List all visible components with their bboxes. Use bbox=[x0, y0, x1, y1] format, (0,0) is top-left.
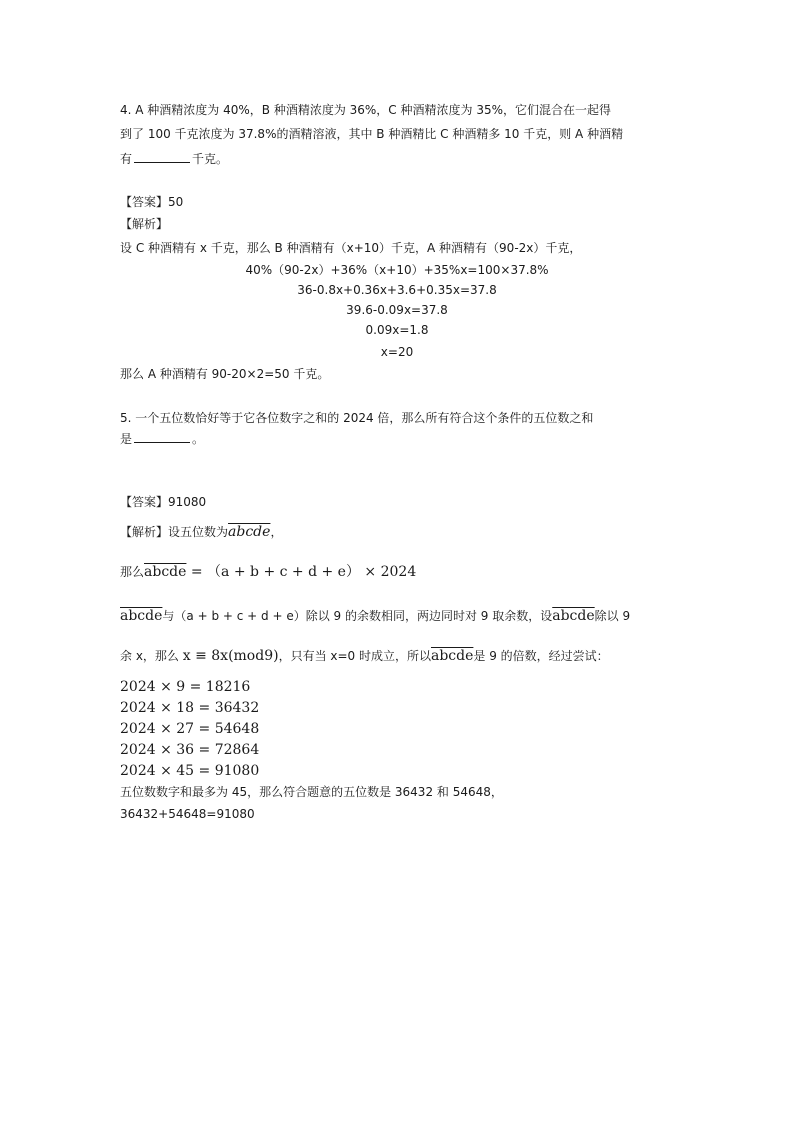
q4-text-line-2: 到了 100 千克浓度为 37.8%的酒精溶液，其中 B 种酒精比 C 种酒精多 10 千克，则 A 种酒精 bbox=[120, 127, 624, 141]
q4-text-line-3 bbox=[120, 150, 228, 167]
q5-conclusion-1: 五位数数字和最多为 45，那么符合题意的五位数是 36432 和 54648， bbox=[120, 785, 503, 799]
q5-mod2-congruence: x ≡ 8x(mod9) bbox=[182, 648, 279, 664]
q4-analysis-intro: 设 C 种酒精有 x 千克，那么 B 种酒精有（x+10）千克，A 种酒精有（90-2x）千克， bbox=[120, 241, 582, 255]
q5-eq-body: = （a + b + c + d + e） × 2024 bbox=[186, 564, 417, 580]
q5-mod-abcde-2: abcde bbox=[552, 608, 595, 624]
q5-line2-prefix: 是 bbox=[120, 432, 133, 446]
q5-analysis-text: 设五位数为 bbox=[168, 525, 229, 539]
q5-analysis-line bbox=[120, 524, 282, 540]
q5-text-line-2 bbox=[120, 430, 204, 447]
q5-analysis-label: 【解析】 bbox=[120, 525, 169, 539]
q5-mod-abcde-1: abcde bbox=[120, 608, 163, 624]
q5-abcde-overline: abcde bbox=[228, 524, 271, 540]
q5-product-3: 2024 × 27 = 54648 bbox=[120, 721, 260, 737]
q4-step-4: 0.09x=1.8 bbox=[365, 323, 429, 337]
q5-line2-suffix: 。 bbox=[192, 432, 205, 446]
q4-step-5: x=20 bbox=[380, 345, 414, 359]
q5-answer-blank bbox=[134, 430, 190, 443]
q5-text-line-1: 5. 一个五位数恰好等于它各位数字之和的 2024 倍，那么所有符合这个条件的五位数之和 bbox=[120, 411, 594, 425]
q5-mod2-abcde: abcde bbox=[430, 648, 474, 664]
q4-step-2: 36-0.8x+0.36x+3.6+0.35x=37.8 bbox=[297, 283, 497, 297]
q4-analysis-label: 【解析】 bbox=[120, 217, 169, 231]
q5-product-4: 2024 × 36 = 72864 bbox=[120, 742, 260, 758]
q4-conclusion: 那么 A 种酒精有 90-20×2=50 千克。 bbox=[120, 367, 330, 381]
q5-product-1: 2024 × 9 = 18216 bbox=[120, 679, 251, 695]
q5-answer: 【答案】91080 bbox=[120, 495, 207, 509]
q5-equation-line bbox=[120, 564, 416, 580]
q5-analysis-comma: ， bbox=[270, 525, 283, 539]
q5-product-5: 2024 × 45 = 91080 bbox=[120, 763, 260, 779]
q4-line3-prefix: 有 bbox=[120, 152, 133, 166]
q4-step-1: 40%（90-2x）+36%（x+10）+35%x=100×37.8% bbox=[245, 263, 549, 277]
q5-mod2-middle: ，只有当 x=0 时成立，所以 bbox=[278, 649, 431, 663]
q5-mod-line-2 bbox=[120, 648, 609, 664]
q5-mod-text-b: 除以 9 bbox=[594, 609, 631, 623]
q4-line3-suffix: 千克。 bbox=[192, 152, 229, 166]
q5-mod2-prefix: 余 x，那么 bbox=[120, 649, 183, 663]
q5-mod-text-a: 与（a + b + c + d + e）除以 9 的余数相同，两边同时对 9 取余数，设 bbox=[162, 609, 553, 623]
q5-conclusion-2: 36432+54648=91080 bbox=[120, 807, 255, 821]
q4-text-line-1: 4. A 种酒精浓度为 40%，B 种酒精浓度为 36%，C 种酒精浓度为 35%，它们混合在一起得 bbox=[120, 103, 611, 117]
q4-answer: 【答案】50 bbox=[120, 195, 184, 209]
q4-answer-blank bbox=[134, 150, 190, 163]
q5-product-2: 2024 × 18 = 36432 bbox=[120, 700, 260, 716]
q5-eq-prefix: 那么 bbox=[120, 565, 145, 579]
q5-eq-abcde: abcde bbox=[144, 564, 187, 580]
q5-mod-line-1 bbox=[120, 608, 630, 624]
q4-step-3: 39.6-0.09x=37.8 bbox=[346, 303, 448, 317]
q5-mod2-suffix: 是 9 的倍数，经过尝试： bbox=[473, 649, 609, 663]
